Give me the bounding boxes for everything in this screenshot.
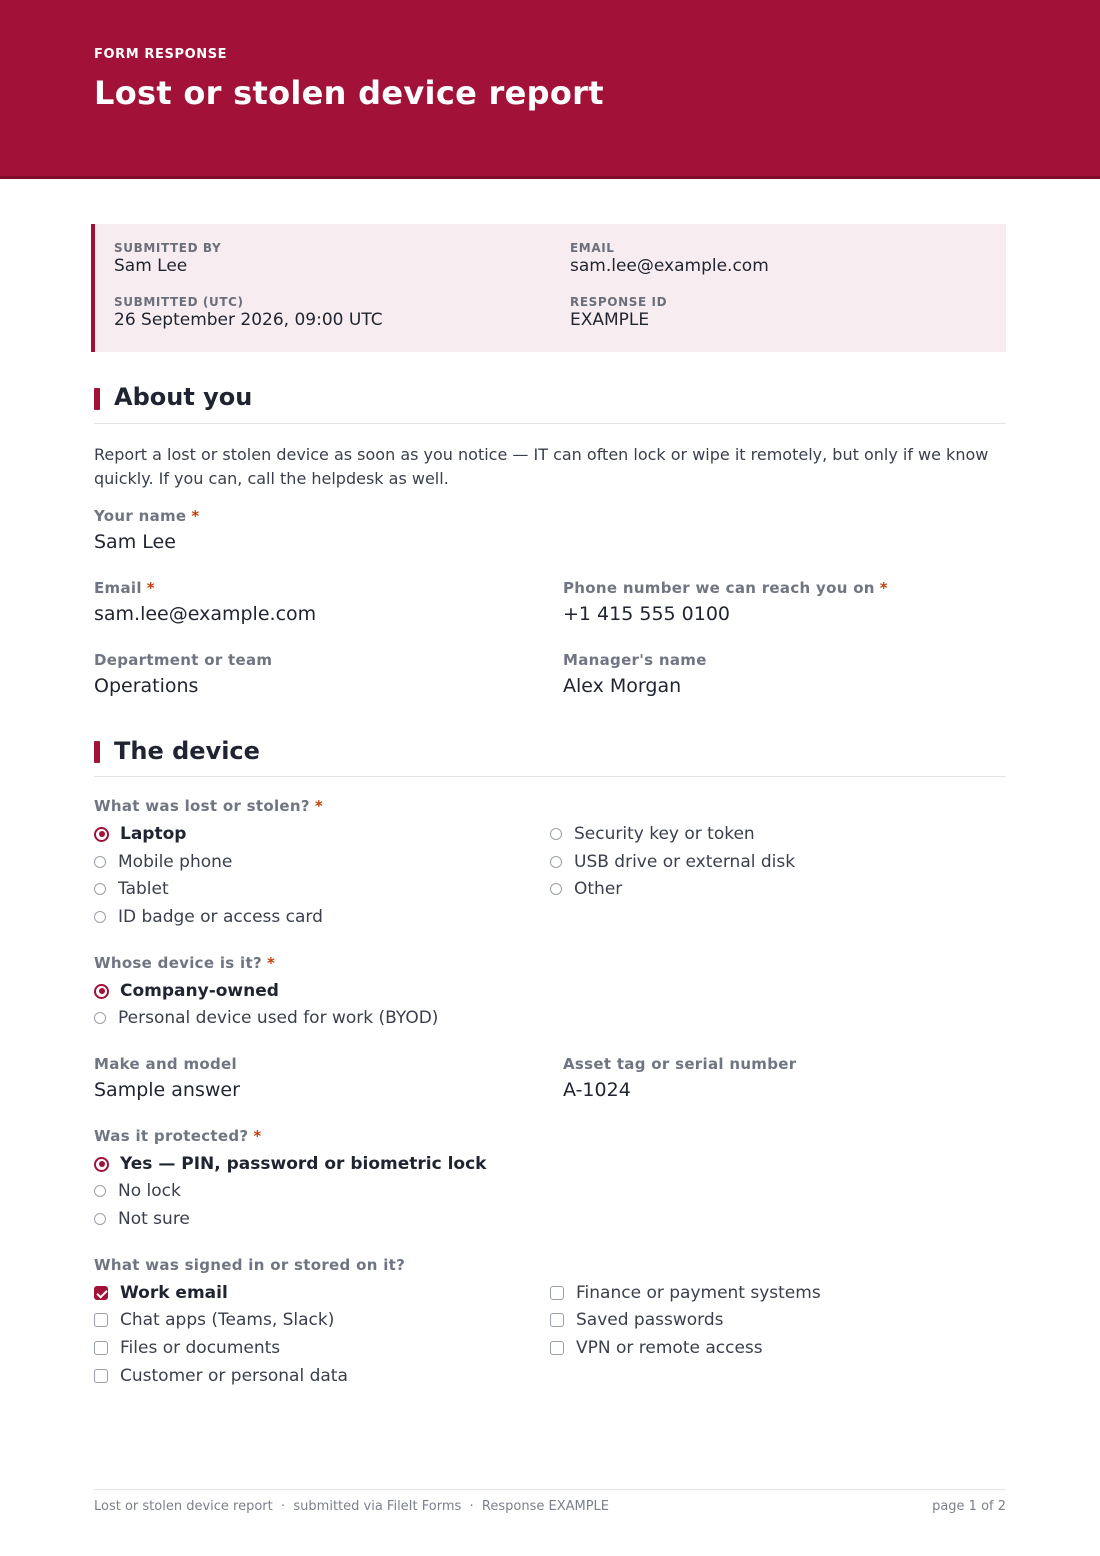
checkbox-vpn[interactable] xyxy=(550,1335,763,1361)
radio-empty-icon xyxy=(94,883,106,895)
meta-value: EXAMPLE xyxy=(570,310,650,330)
page-footer xyxy=(94,1489,1006,1514)
option-label: USB drive or external disk xyxy=(574,852,796,872)
field-value: A-1024 xyxy=(563,1079,631,1101)
field-label: Email * xyxy=(94,579,155,597)
option-mobile-phone[interactable] xyxy=(94,849,232,875)
meta-submitted-by xyxy=(114,241,221,276)
meta-label: SUBMITTED (UTC) xyxy=(114,295,244,309)
required-mark: * xyxy=(191,507,200,525)
option-no-lock[interactable] xyxy=(94,1178,181,1204)
option-label: VPN or remote access xyxy=(576,1338,763,1358)
required-mark: * xyxy=(314,797,324,815)
field-label: Was it protected? * xyxy=(94,1127,262,1145)
radio-empty-icon xyxy=(94,1185,106,1197)
field-label: What was signed in or stored on it? xyxy=(94,1256,406,1274)
section-title: The device xyxy=(114,737,260,765)
field-value: Alex Morgan xyxy=(563,675,682,697)
option-label: No lock xyxy=(118,1181,181,1201)
footer-text: Lost or stolen device report · submitted via FileIt Forms · Response EXAMPLE xyxy=(94,1499,610,1514)
checkbox-saved-passwords[interactable] xyxy=(550,1307,724,1333)
option-label: ID badge or access card xyxy=(118,907,323,927)
radio-selected-icon xyxy=(94,1157,109,1172)
meta-value: 26 September 2026, 09:00 UTC xyxy=(114,310,383,330)
option-label: Files or documents xyxy=(120,1338,281,1358)
option-label: Other xyxy=(574,879,623,899)
field-label: Asset tag or serial number xyxy=(563,1055,797,1073)
page-title: Lost or stolen device report xyxy=(94,74,604,112)
option-protected-yes[interactable] xyxy=(94,1151,486,1177)
option-not-sure[interactable] xyxy=(94,1206,190,1232)
submission-meta xyxy=(91,224,1006,352)
field-make-model xyxy=(94,1055,240,1101)
radio-empty-icon xyxy=(550,828,562,840)
field-email xyxy=(94,579,316,625)
field-value: Operations xyxy=(94,675,199,697)
option-security-key[interactable] xyxy=(550,821,755,847)
radio-empty-icon xyxy=(550,883,562,895)
checkbox-empty-icon xyxy=(550,1286,564,1300)
checkbox-customer-data[interactable] xyxy=(94,1363,348,1389)
required-mark: * xyxy=(266,954,276,972)
radio-empty-icon xyxy=(94,911,106,923)
required-mark: * xyxy=(146,579,155,597)
field-signed-in xyxy=(94,1256,405,1274)
option-label: Saved passwords xyxy=(576,1310,724,1330)
option-id-badge[interactable] xyxy=(94,904,323,930)
meta-value: sam.lee@example.com xyxy=(570,256,769,276)
field-label: What was lost or stolen? * xyxy=(94,797,324,815)
checkbox-empty-icon xyxy=(94,1313,108,1327)
option-label: Not sure xyxy=(118,1209,190,1229)
field-value: +1 415 555 0100 xyxy=(563,603,731,625)
meta-label: EMAIL xyxy=(570,241,615,255)
section-the-device xyxy=(94,737,1006,777)
field-value: sam.lee@example.com xyxy=(94,603,317,625)
option-byod[interactable] xyxy=(94,1005,438,1031)
section-accent-bar xyxy=(94,741,100,763)
option-company-owned[interactable] xyxy=(94,978,279,1004)
option-label: Yes — PIN, password or biometric lock xyxy=(120,1154,487,1174)
field-asset-tag xyxy=(563,1055,796,1101)
option-label: Chat apps (Teams, Slack) xyxy=(120,1310,335,1330)
section-about-you xyxy=(94,383,1006,424)
option-label: Laptop xyxy=(120,824,187,844)
required-mark: * xyxy=(879,579,888,597)
header-eyebrow: FORM RESPONSE xyxy=(94,47,228,62)
field-department xyxy=(94,651,272,697)
meta-email xyxy=(570,241,769,276)
option-label: Mobile phone xyxy=(118,852,233,872)
option-other[interactable] xyxy=(550,876,622,902)
radio-empty-icon xyxy=(550,856,562,868)
field-phone xyxy=(563,579,888,625)
field-protected xyxy=(94,1127,262,1145)
meta-label: RESPONSE ID xyxy=(570,295,668,309)
radio-empty-icon xyxy=(94,856,106,868)
option-tablet[interactable] xyxy=(94,876,169,902)
radio-empty-icon xyxy=(94,1012,106,1024)
section-title: About you xyxy=(114,383,253,411)
checkbox-empty-icon xyxy=(94,1369,108,1383)
checkbox-empty-icon xyxy=(94,1341,108,1355)
checkbox-files[interactable] xyxy=(94,1335,280,1361)
radio-selected-icon xyxy=(94,984,109,999)
option-label: Finance or payment systems xyxy=(576,1283,821,1303)
field-value: Sam Lee xyxy=(94,531,176,553)
field-your-name xyxy=(94,507,200,553)
meta-response-id xyxy=(570,295,667,330)
form-header xyxy=(0,0,1100,179)
field-value: Sample answer xyxy=(94,1079,240,1101)
checkbox-work-email[interactable] xyxy=(94,1280,228,1306)
checkbox-empty-icon xyxy=(550,1313,564,1327)
option-label: Tablet xyxy=(118,879,169,899)
field-label: Whose device is it? * xyxy=(94,954,276,972)
checkbox-finance[interactable] xyxy=(550,1280,821,1306)
option-label: Customer or personal data xyxy=(120,1366,348,1386)
meta-label: SUBMITTED BY xyxy=(114,241,222,255)
option-label: Work email xyxy=(120,1283,228,1303)
option-label: Security key or token xyxy=(574,824,755,844)
required-mark: * xyxy=(253,1127,262,1145)
page-number: page 1 of 2 xyxy=(932,1499,1006,1514)
field-label: Phone number we can reach you on * xyxy=(563,579,888,597)
field-label: Manager's name xyxy=(563,651,707,669)
field-whose-device xyxy=(94,954,275,972)
meta-value: Sam Lee xyxy=(114,256,188,276)
checkbox-empty-icon xyxy=(550,1341,564,1355)
option-label: Company-owned xyxy=(120,981,279,1001)
field-label: Make and model xyxy=(94,1055,237,1073)
field-manager xyxy=(563,651,707,697)
section-accent-bar xyxy=(94,388,100,410)
checkbox-checked-icon xyxy=(94,1286,108,1300)
meta-submitted-utc xyxy=(114,295,383,330)
checkbox-chat-apps[interactable] xyxy=(94,1307,334,1333)
radio-selected-icon xyxy=(94,827,109,842)
field-label: Department or team xyxy=(94,651,273,669)
field-label: Your name * xyxy=(94,507,200,525)
option-label: Personal device used for work (BYOD) xyxy=(118,1008,439,1028)
section-intro: Report a lost or stolen device as soon as you notice — IT can often lock or wipe it remotely, but only if we know quickly. If you can, call the helpdesk as well. xyxy=(94,445,989,488)
radio-empty-icon xyxy=(94,1213,106,1225)
field-what-lost xyxy=(94,797,323,815)
option-laptop[interactable] xyxy=(94,821,186,847)
option-usb-drive[interactable] xyxy=(550,849,795,875)
